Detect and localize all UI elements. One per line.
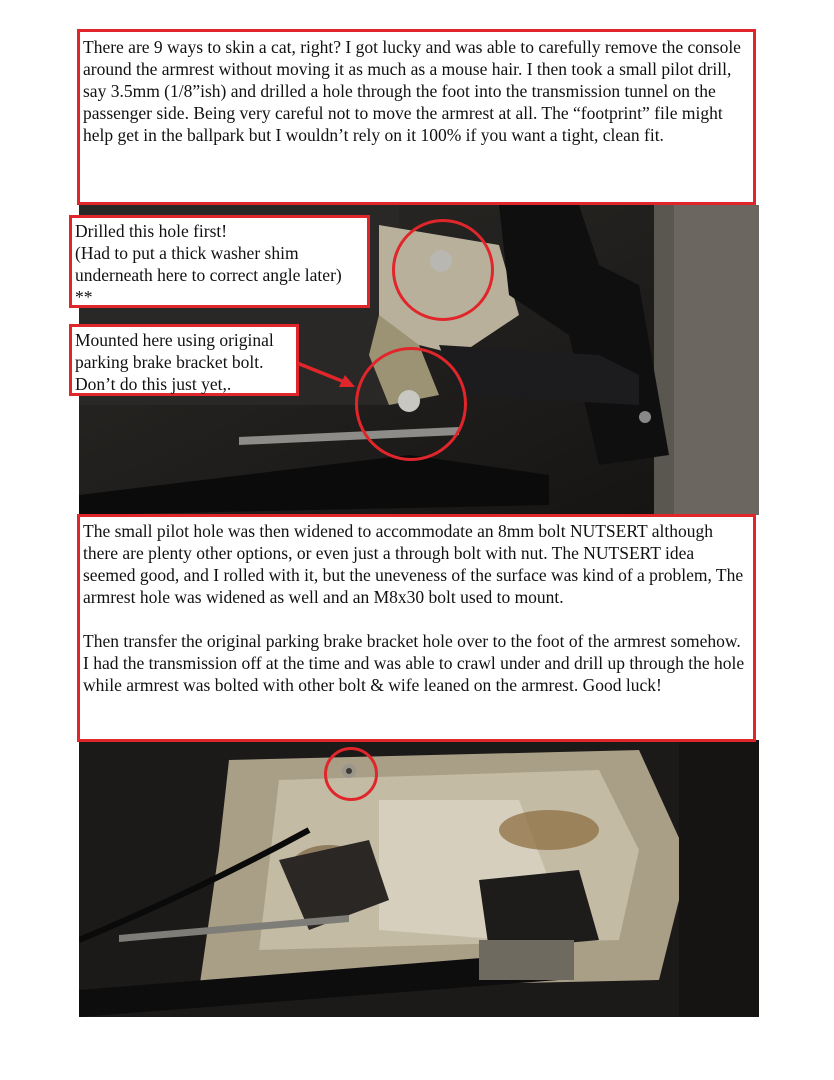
intro-text-box — [77, 29, 756, 205]
middle-paragraph-1: The small pilot hole was then widened to accommodate an 8mm bolt NUTSERT although there are plenty other options, or even just a through bolt with nut. The NUTSERT idea seemed good, and I rolled with it, but the uneveness of the surface was kind of a problem, The armrest hole was widened as well and an M8x30 bolt used to mount. — [83, 521, 744, 607]
bracket-bolt-text: Mounted here using original parking brake bracket bolt. Don’t do this just yet,. — [75, 330, 274, 394]
intro-paragraph: There are 9 ways to skin a cat, right? I got lucky and was able to carefully remove the console around the armrest without moving it as much as a mouse hair. I then took a small pilot drill, say 3.5mm (1/8”ish) and drilled a hole through the foot into the transmission tunnel on the passenger side. Being very careful not to move the armrest at all. The “footprint” file might help get in the ballpark but I wouldn’t rely on it 100% if you want a tight, clean fit. — [83, 37, 741, 145]
middle-text-box — [77, 514, 756, 742]
first-hole-callout — [69, 215, 370, 308]
first-hole-line1: Drilled this hole first! — [75, 221, 228, 241]
first-hole-line2: (Had to put a thick washer shim underneath here to correct angle later) — [75, 243, 342, 285]
first-hole-line3: ** — [75, 287, 93, 307]
middle-paragraph-2: Then transfer the original parking brake bracket hole over to the foot of the armrest somehow. I had the transmission off at the time and was able to crawl under and drill up through the hole while armrest was bolted with other bolt & wife leaned on the armrest. Good luck! — [83, 631, 745, 695]
callout-arrow — [295, 355, 365, 395]
transmission-tunnel-photo — [79, 740, 759, 1017]
bracket-bolt-callout — [69, 324, 299, 396]
first-hole-circle — [392, 219, 494, 321]
bracket-bolt-circle — [355, 347, 467, 461]
nutsert-circle — [324, 747, 378, 801]
